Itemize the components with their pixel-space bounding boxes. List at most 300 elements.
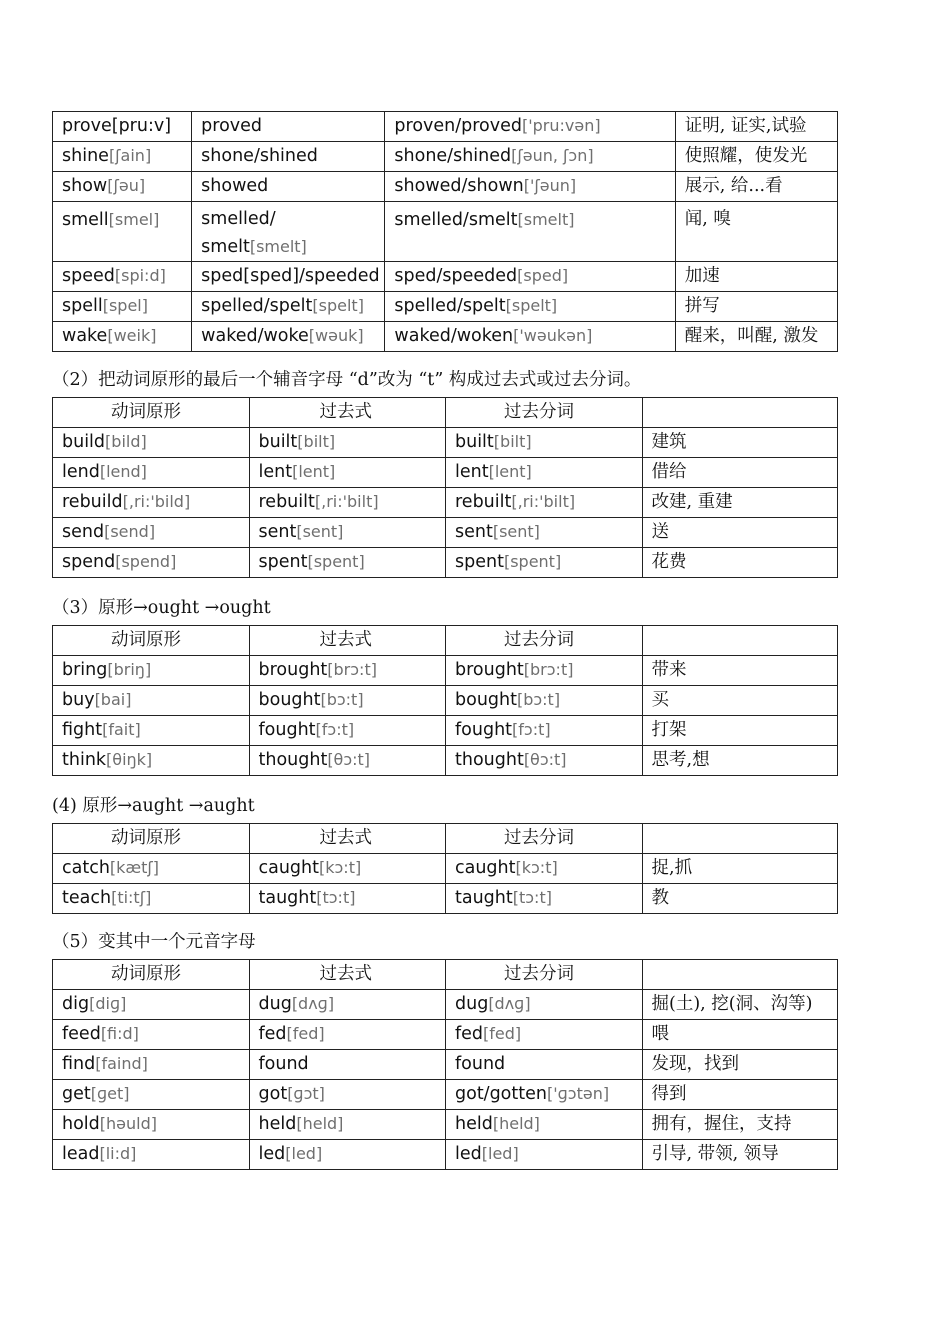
phonetic-text: [bɔ:t] <box>516 690 561 710</box>
word-text: spend <box>62 552 116 573</box>
table-header-row <box>53 960 838 990</box>
past-tense-cell <box>192 262 385 292</box>
phonetic-text: [fed] <box>483 1024 522 1044</box>
base-form-cell <box>53 172 192 202</box>
word-text: brought <box>455 660 524 681</box>
meaning-cell <box>675 292 837 322</box>
table-row <box>53 884 838 914</box>
word-text: spent <box>258 552 308 573</box>
word-text: waked/woken <box>394 326 514 347</box>
word-text: find <box>62 1054 96 1075</box>
phonetic-text: [fɔ:t] <box>315 720 355 740</box>
table-row <box>53 548 838 578</box>
table-row <box>53 854 838 884</box>
phonetic-text: [faind] <box>95 1054 148 1074</box>
word-text: lent <box>455 462 489 483</box>
word-text: fought <box>455 720 513 741</box>
word-text: rebuild <box>62 492 123 513</box>
phonetic-text: [held] <box>492 1114 540 1134</box>
meaning-text: 发现，找到 <box>651 1054 739 1075</box>
base-form-cell <box>53 548 250 578</box>
word-text: thought <box>258 750 328 771</box>
phonetic-text: [θɔ:t] <box>327 750 371 770</box>
past-tense-cell <box>192 142 385 172</box>
phonetic-text: ['ʃəun] <box>523 176 577 196</box>
base-form-cell <box>53 746 250 776</box>
phonetic-text: [kɔ:t] <box>515 858 558 878</box>
past-participle-cell <box>446 1020 643 1050</box>
column-header: 动词原形 <box>53 824 250 854</box>
verb-table <box>52 625 838 776</box>
column-header: 动词原形 <box>53 960 250 990</box>
word-text: led <box>455 1144 482 1165</box>
phonetic-text: [,ri:'bilt] <box>511 492 576 512</box>
word-text: prove[pru:v] <box>62 116 172 137</box>
word-text: proven/proved <box>394 116 522 137</box>
word-text: rebuilt <box>258 492 315 513</box>
meaning-cell <box>642 746 838 776</box>
meaning-cell <box>642 854 838 884</box>
meaning-cell <box>642 458 838 488</box>
phonetic-text: [lent] <box>292 462 336 482</box>
phonetic-text: [held] <box>296 1114 344 1134</box>
word-text: taught <box>455 888 513 909</box>
word-text: showed/shown <box>394 176 524 197</box>
base-form-cell <box>53 202 192 262</box>
word-text: shine <box>62 146 109 167</box>
meaning-text: 打架 <box>651 720 687 741</box>
meaning-cell <box>675 322 837 352</box>
past-tense-cell <box>249 518 446 548</box>
base-form-cell <box>53 686 250 716</box>
meaning-text: 拼写 <box>684 296 720 317</box>
phonetic-text: [spend] <box>115 552 177 572</box>
meaning-cell <box>642 716 838 746</box>
meaning-cell <box>642 1140 838 1170</box>
past-tense-cell <box>192 172 385 202</box>
word-text: bought <box>258 690 321 711</box>
phonetic-text: [bild] <box>105 432 147 452</box>
past-participle-cell <box>446 488 643 518</box>
past-participle-cell <box>446 428 643 458</box>
past-participle-cell <box>446 884 643 914</box>
past-participle-cell <box>385 262 675 292</box>
column-header <box>642 398 838 428</box>
column-header: 过去式 <box>249 626 446 656</box>
phonetic-text: [dʌɡ] <box>291 994 335 1014</box>
past-tense-cell <box>249 990 446 1020</box>
phonetic-text: [diɡ] <box>89 994 127 1014</box>
phonetic-text: [smelt] <box>517 210 575 229</box>
table-row <box>53 656 838 686</box>
meaning-cell <box>675 142 837 172</box>
word-text: led <box>258 1144 286 1165</box>
meaning-text: 送 <box>651 522 669 543</box>
past-tense-cell <box>192 202 385 262</box>
meaning-text: 建筑 <box>651 432 687 453</box>
meaning-text: 醒来，叫醒, 激发 <box>684 326 819 347</box>
past-tense-cell <box>192 292 385 322</box>
meaning-text: 引导, 带领, 领导 <box>651 1144 779 1165</box>
phonetic-text: [spi:d] <box>114 266 166 286</box>
meaning-cell <box>642 1110 838 1140</box>
phonetic-text: [bai] <box>94 690 132 710</box>
meaning-cell <box>642 1080 838 1110</box>
phonetic-text: [ɡɔt] <box>287 1084 325 1104</box>
phonetic-text: [led] <box>481 1144 519 1164</box>
base-form-cell <box>53 262 192 292</box>
word-text: lead <box>62 1144 100 1165</box>
word-text: showed <box>201 176 269 197</box>
phonetic-text: ['pru:vən] <box>522 116 601 136</box>
past-tense-cell <box>249 716 446 746</box>
phonetic-text: [ʃain] <box>108 146 152 166</box>
phonetic-text: [ʃəu] <box>107 176 146 196</box>
meaning-cell <box>675 172 837 202</box>
meaning-cell <box>675 262 837 292</box>
word-text: caught <box>258 858 319 879</box>
word-text: wake <box>62 326 108 347</box>
word-text: held <box>455 1114 493 1135</box>
past-participle-cell <box>446 458 643 488</box>
column-header: 过去分词 <box>446 824 643 854</box>
phonetic-text: [send] <box>104 522 156 542</box>
past-participle-cell <box>446 1140 643 1170</box>
word-text: teach <box>62 888 112 909</box>
section-title: （3）原形→ought →ought <box>52 598 271 618</box>
past-tense-cell <box>249 1080 446 1110</box>
word-text: spelled/spelt <box>201 296 313 317</box>
table-row <box>53 1110 838 1140</box>
base-form-cell <box>53 1140 250 1170</box>
phonetic-text: ['ɡɔtən] <box>546 1084 610 1104</box>
meaning-text: 得到 <box>651 1084 687 1105</box>
base-form-cell <box>53 518 250 548</box>
phonetic-text: [bilt] <box>297 432 336 452</box>
base-form-cell <box>53 292 192 322</box>
phonetic-text: [bɔ:t] <box>320 690 364 710</box>
base-form-cell <box>53 884 250 914</box>
table-row <box>53 142 838 172</box>
word-text: held <box>258 1114 297 1135</box>
word-text: brought <box>258 660 328 681</box>
table-row <box>53 458 838 488</box>
past-tense-cell <box>249 428 446 458</box>
table-row <box>53 686 838 716</box>
word-text: sped/speeded <box>394 266 518 287</box>
word-text: got <box>258 1084 288 1105</box>
meaning-cell <box>642 656 838 686</box>
base-form-cell <box>53 1020 250 1050</box>
word-text: got/gotten <box>455 1084 547 1105</box>
meaning-text: 买 <box>651 690 669 711</box>
meaning-text: 展示, 给...看 <box>684 176 783 197</box>
table-header-row <box>53 824 838 854</box>
word-text: smell <box>62 210 109 230</box>
word-text: send <box>62 522 105 543</box>
meaning-text: 改建, 重建 <box>651 492 733 513</box>
phonetic-text: ['wəukən] <box>513 326 593 346</box>
base-form-cell <box>53 428 250 458</box>
phonetic-text: [spent] <box>503 552 562 572</box>
word-text: bought <box>455 690 517 711</box>
word-text: feed <box>62 1024 101 1045</box>
word-text: fight <box>62 720 103 741</box>
meaning-cell <box>642 884 838 914</box>
meaning-text: 使照耀，使发光 <box>684 146 808 167</box>
past-tense-cell <box>249 458 446 488</box>
column-header: 动词原形 <box>53 398 250 428</box>
word-text: spelled/spelt <box>394 296 506 317</box>
meaning-text: 捉,抓 <box>651 858 693 879</box>
meaning-cell <box>642 686 838 716</box>
meaning-text: 思考,想 <box>651 750 710 771</box>
base-form-cell <box>53 1080 250 1110</box>
past-participle-cell <box>446 656 643 686</box>
meaning-cell <box>642 990 838 1020</box>
word-text: fed <box>258 1024 287 1045</box>
phonetic-text: [wəuk] <box>308 326 364 346</box>
phonetic-text: [fed] <box>286 1024 325 1044</box>
phonetic-text: [spent] <box>307 552 365 572</box>
meaning-cell <box>642 548 838 578</box>
word-text: built <box>455 432 494 453</box>
past-participle-cell <box>446 990 643 1020</box>
meaning-text: 花费 <box>651 552 687 573</box>
table-row <box>53 990 838 1020</box>
table-row <box>53 112 838 142</box>
past-participle-cell <box>446 1110 643 1140</box>
word-text: buy <box>62 690 95 711</box>
meaning-text: 拥有，握住，支持 <box>651 1114 792 1135</box>
past-participle-cell <box>446 548 643 578</box>
phonetic-text: [brɔ:t] <box>327 660 377 680</box>
past-participle-cell <box>446 686 643 716</box>
meaning-cell <box>642 1050 838 1080</box>
phonetic-text: [,ri:'bilt] <box>314 492 379 512</box>
past-participle-cell <box>385 292 675 322</box>
past-participle-cell <box>446 854 643 884</box>
word-text: fed <box>455 1024 484 1045</box>
past-participle-cell <box>385 142 675 172</box>
word-text: smelled/smelt <box>394 210 518 230</box>
past-participle-cell <box>446 1080 643 1110</box>
meaning-text: 带来 <box>651 660 687 681</box>
section-title: (4) 原形→aught →aught <box>52 796 255 816</box>
word-text: hold <box>62 1114 100 1135</box>
column-header <box>642 960 838 990</box>
phonetic-text: [sent] <box>296 522 344 542</box>
column-header: 过去式 <box>249 398 446 428</box>
section-title: （2）把动词原形的最后一个辅音字母 “d”改为 “t” 构成过去式或过去分词。 <box>52 370 642 390</box>
phonetic-text: [ɡet] <box>90 1084 130 1104</box>
phonetic-text: [,ri:'bild] <box>122 492 191 512</box>
word-text: sent <box>258 522 297 543</box>
phonetic-text: [smelt] <box>249 237 307 256</box>
past-participle-cell <box>385 112 675 142</box>
word-text: rebuilt <box>455 492 512 513</box>
table-row <box>53 1080 838 1110</box>
past-tense-cell <box>249 1140 446 1170</box>
base-form-cell <box>53 1050 250 1080</box>
past-tense-cell <box>192 112 385 142</box>
column-header: 过去式 <box>249 960 446 990</box>
verb-table <box>52 959 838 1170</box>
base-form-cell <box>53 488 250 518</box>
meaning-cell <box>642 488 838 518</box>
column-header: 过去式 <box>249 824 446 854</box>
past-tense-cell <box>249 884 446 914</box>
word-text: dug <box>258 994 292 1015</box>
word-text: sped[sped]/speeded <box>201 266 380 287</box>
column-header: 过去分词 <box>446 626 643 656</box>
word-text: shone/shined <box>201 146 318 167</box>
table-row <box>53 488 838 518</box>
meaning-text: 加速 <box>684 266 720 287</box>
meaning-text: 借给 <box>651 462 687 483</box>
past-participle-cell <box>446 518 643 548</box>
word-text: shone/shined <box>394 146 512 167</box>
word-text: lend <box>62 462 100 483</box>
table-header-row <box>53 626 838 656</box>
base-form-cell <box>53 990 250 1020</box>
past-tense-cell <box>249 548 446 578</box>
past-participle-cell <box>385 172 675 202</box>
phonetic-text: [sent] <box>492 522 540 542</box>
column-header: 过去分词 <box>446 960 643 990</box>
phonetic-text: [tɔ:t] <box>512 888 552 908</box>
past-tense-cell <box>249 854 446 884</box>
column-header: 动词原形 <box>53 626 250 656</box>
past-tense-cell <box>249 1050 446 1080</box>
table-row <box>53 746 838 776</box>
base-form-cell <box>53 854 250 884</box>
word-text: think <box>62 750 107 771</box>
past-tense-cell <box>192 322 385 352</box>
phonetic-text: [spel] <box>102 296 148 316</box>
meaning-text: 掘(土), 挖(洞、沟等) <box>651 994 813 1015</box>
word-text: found <box>258 1054 309 1075</box>
table-row <box>53 1050 838 1080</box>
past-participle-cell <box>385 202 675 262</box>
phonetic-text: [bilt] <box>493 432 532 452</box>
table-row <box>53 202 838 262</box>
phonetic-text: [kætʃ] <box>109 858 160 878</box>
past-tense-cell <box>249 1110 446 1140</box>
past-tense-cell <box>249 488 446 518</box>
word-text: fought <box>258 720 316 741</box>
phonetic-text: [ti:tʃ] <box>111 888 152 908</box>
past-tense-cell <box>249 656 446 686</box>
document-page <box>52 111 838 1170</box>
phonetic-text: [li:d] <box>99 1144 137 1164</box>
base-form-cell <box>53 1110 250 1140</box>
word-text: spell <box>62 296 103 317</box>
column-header <box>642 824 838 854</box>
past-participle-cell <box>446 746 643 776</box>
meaning-text: 闻, 嗅 <box>684 209 731 229</box>
table-row <box>53 262 838 292</box>
phonetic-text: [fɔ:t] <box>512 720 551 740</box>
word-text: sent <box>455 522 493 543</box>
word-text: spent <box>455 552 504 573</box>
word-text: dug <box>455 994 489 1015</box>
past-participle-cell <box>446 716 643 746</box>
base-form-cell <box>53 458 250 488</box>
table-row <box>53 518 838 548</box>
phonetic-text: [həuld] <box>99 1114 157 1134</box>
meaning-text: 证明, 证实,试验 <box>684 116 807 137</box>
word-text: taught <box>258 888 317 909</box>
base-form-cell <box>53 142 192 172</box>
phonetic-text: [dʌɡ] <box>488 994 531 1014</box>
phonetic-text: [tɔ:t] <box>316 888 356 908</box>
phonetic-text: [brɔ:t] <box>523 660 574 680</box>
base-form-cell <box>53 716 250 746</box>
word-text: show <box>62 176 108 197</box>
meaning-cell <box>675 202 837 262</box>
table-row <box>53 716 838 746</box>
verb-table <box>52 397 838 578</box>
phonetic-text: [fi:d] <box>100 1024 139 1044</box>
phonetic-text: [θɔ:t] <box>523 750 567 770</box>
table-row <box>53 292 838 322</box>
phonetic-text: [θiŋk] <box>106 750 153 770</box>
meaning-cell <box>675 112 837 142</box>
word-text: smelled/ smelt <box>201 209 276 257</box>
verb-table <box>52 823 838 914</box>
past-tense-cell <box>249 686 446 716</box>
word-text: proved <box>201 116 263 137</box>
word-text: found <box>455 1054 506 1075</box>
base-form-cell <box>53 656 250 686</box>
table-header-row <box>53 398 838 428</box>
meaning-cell <box>642 428 838 458</box>
past-tense-cell <box>249 746 446 776</box>
meaning-cell <box>642 1020 838 1050</box>
column-header <box>642 626 838 656</box>
base-form-cell <box>53 322 192 352</box>
phonetic-text: [lend] <box>99 462 147 482</box>
phonetic-text: [ʃəun, ʃɔn] <box>511 146 594 166</box>
word-text: bring <box>62 660 108 681</box>
table-row <box>53 1140 838 1170</box>
phonetic-text: [smel] <box>108 210 160 229</box>
past-participle-cell <box>385 322 675 352</box>
phonetic-text: [fait] <box>102 720 141 740</box>
word-text: waked/woke <box>201 326 309 347</box>
phonetic-text: [spelt] <box>312 296 364 316</box>
table-row <box>53 428 838 458</box>
phonetic-text: [kɔ:t] <box>319 858 362 878</box>
meaning-text: 教 <box>651 888 669 909</box>
section-title: （5）变其中一个元音字母 <box>52 932 256 952</box>
word-text: lent <box>258 462 293 483</box>
meaning-cell <box>642 518 838 548</box>
meaning-text: 喂 <box>651 1024 669 1045</box>
word-text: get <box>62 1084 91 1105</box>
word-text: dig <box>62 994 90 1015</box>
verb-table-1 <box>52 111 838 352</box>
column-header: 过去分词 <box>446 398 643 428</box>
word-text: caught <box>455 858 516 879</box>
word-text: build <box>62 432 106 453</box>
word-text: thought <box>455 750 524 771</box>
word-text: built <box>258 432 298 453</box>
phonetic-text: [lent] <box>488 462 532 482</box>
table-row <box>53 172 838 202</box>
table-row <box>53 322 838 352</box>
